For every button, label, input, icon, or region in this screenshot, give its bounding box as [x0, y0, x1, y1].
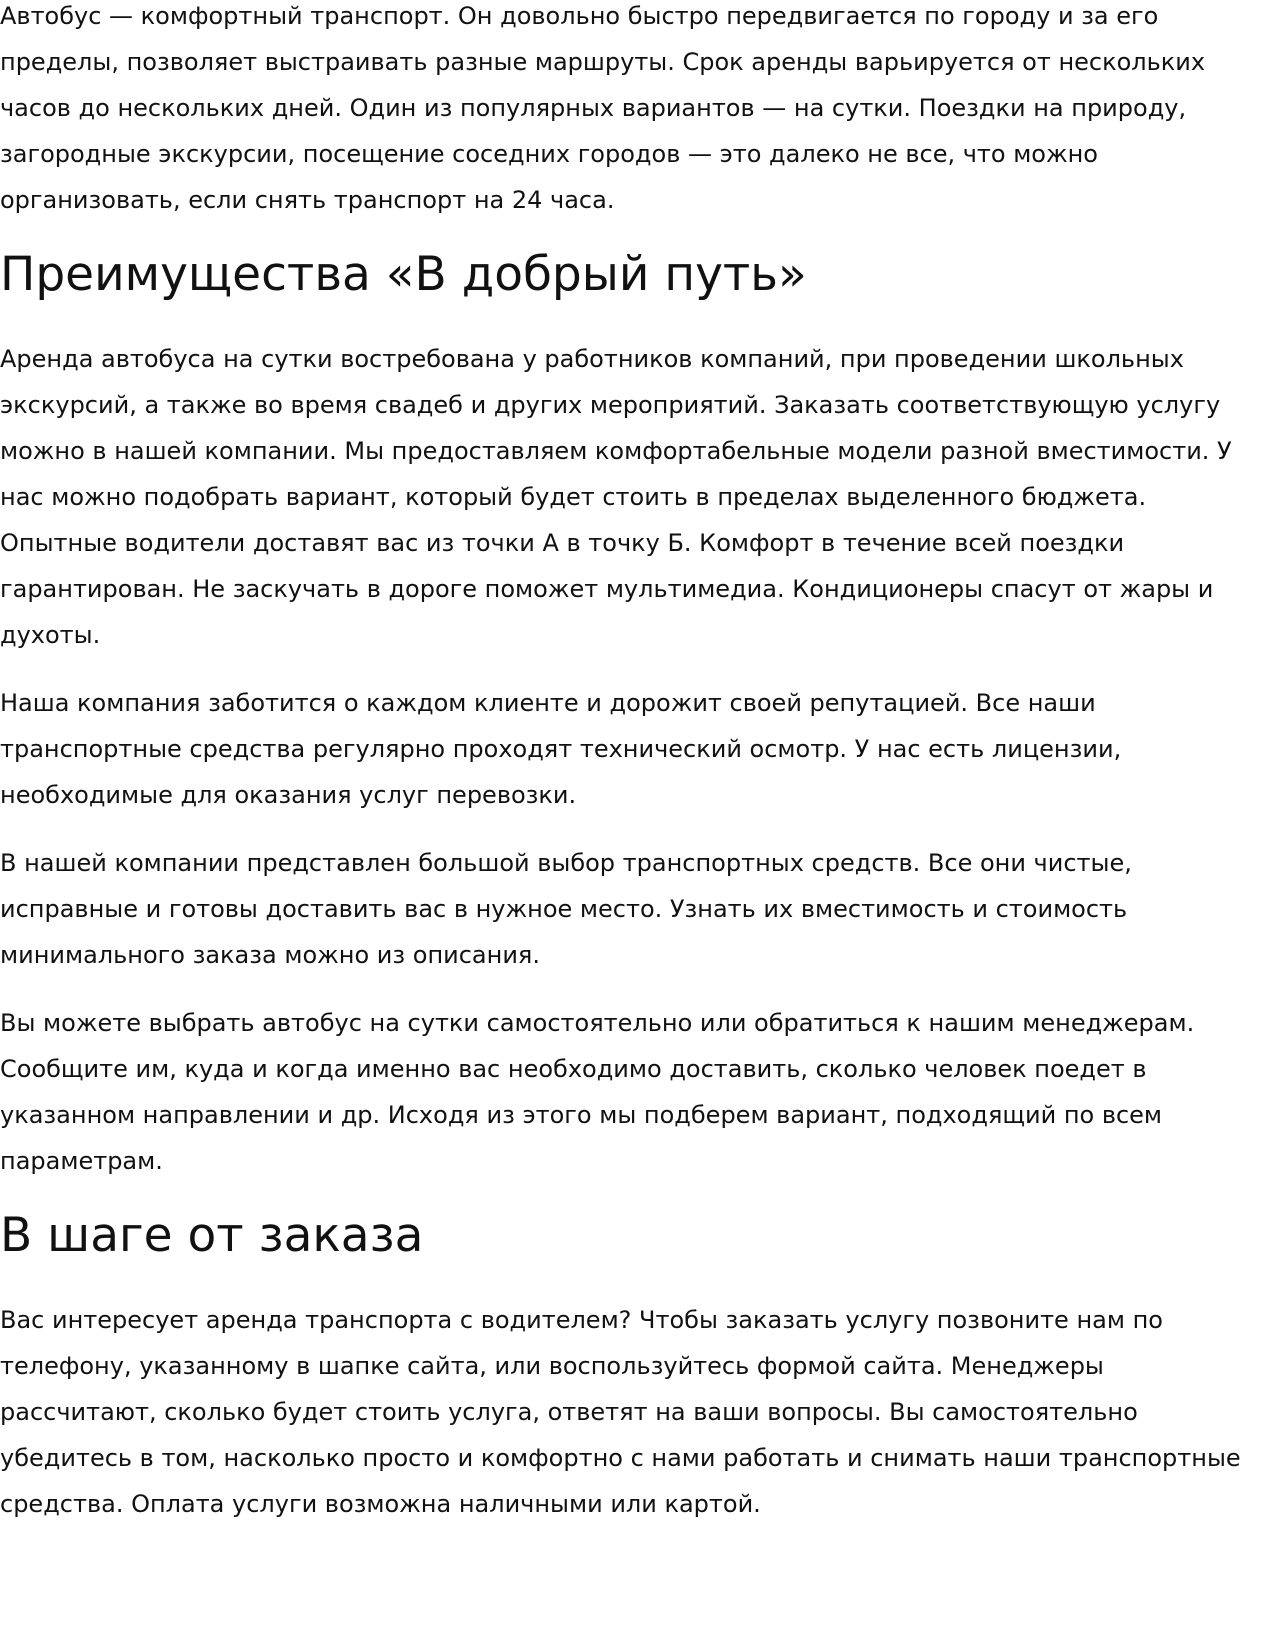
- paragraph: Наша компания заботится о каждом клиенте и дорожит своей репутацией. Все наши транспортные средства регулярно проходят технический осмотр. У нас есть лицензии, необходимые для оказания услуг перевозки.: [0, 689, 1122, 809]
- paragraph: Аренда автобуса на сутки востребована у работников компаний, при проведении школьных экскурсий, а также во время свадеб и других мероприятий. Заказать соответствующую услугу можно в нашей компании. Мы предоставляем комфортабельные модели разной вместимости. У нас можно подобрать вариант, который будет стоить в пределах выделенного бюджета. Опытные водители доставят вас из точки А в точку Б. Комфорт в течение всей поездки гарантирован. Не заскучать в дороге поможет мультимедиа. Кондиционеры спасут от жары и духоты.: [0, 345, 1232, 649]
- section-heading-advantages: Преимущества «В добрый путь»: [0, 247, 807, 302]
- section-order-step: [0, 1206, 1262, 1527]
- intro-paragraph: Автобус — комфортный транспорт. Он довольно быстро передвигается по городу и за его пределы, позволяет выстраивать разные маршруты. Срок аренды варьируется от нескольких часов до нескольких дней. Один из популярных вариантов — на сутки. Поездки на природу, загородные экскурсии, посещение соседних городов — это далеко не все, что можно организовать, если снять транспорт на 24 часа.: [0, 2, 1206, 214]
- paragraph: Вас интересует аренда транспорта с водителем? Чтобы заказать услугу позвоните нам по телефону, указанному в шапке сайта, или воспользуйтесь формой сайта. Менеджеры рассчитают, сколько будет стоить услуга, ответят на ваши вопросы. Вы самостоятельно убедитесь в том, насколько просто и комфортно с нами работать и снимать наши транспортные средства. Оплата услуги возможна наличными или картой.: [0, 1306, 1241, 1518]
- paragraph: Вы можете выбрать автобус на сутки самостоятельно или обратиться к нашим менеджерам. Сообщите им, куда и когда именно вас необходимо доставить, сколько человек поедет в указанном направлении и др. Исходя из этого мы подберем вариант, подходящий по всем параметрам.: [0, 1009, 1195, 1175]
- section-advantages: [0, 245, 1262, 1184]
- section-heading-order-step: В шаге от заказа: [0, 1208, 424, 1263]
- paragraph: В нашей компании представлен большой выбор транспортных средств. Все они чистые, исправные и готовы доставить вас в нужное место. Узнать их вместимость и стоимость минимального заказа можно из описания.: [0, 849, 1132, 969]
